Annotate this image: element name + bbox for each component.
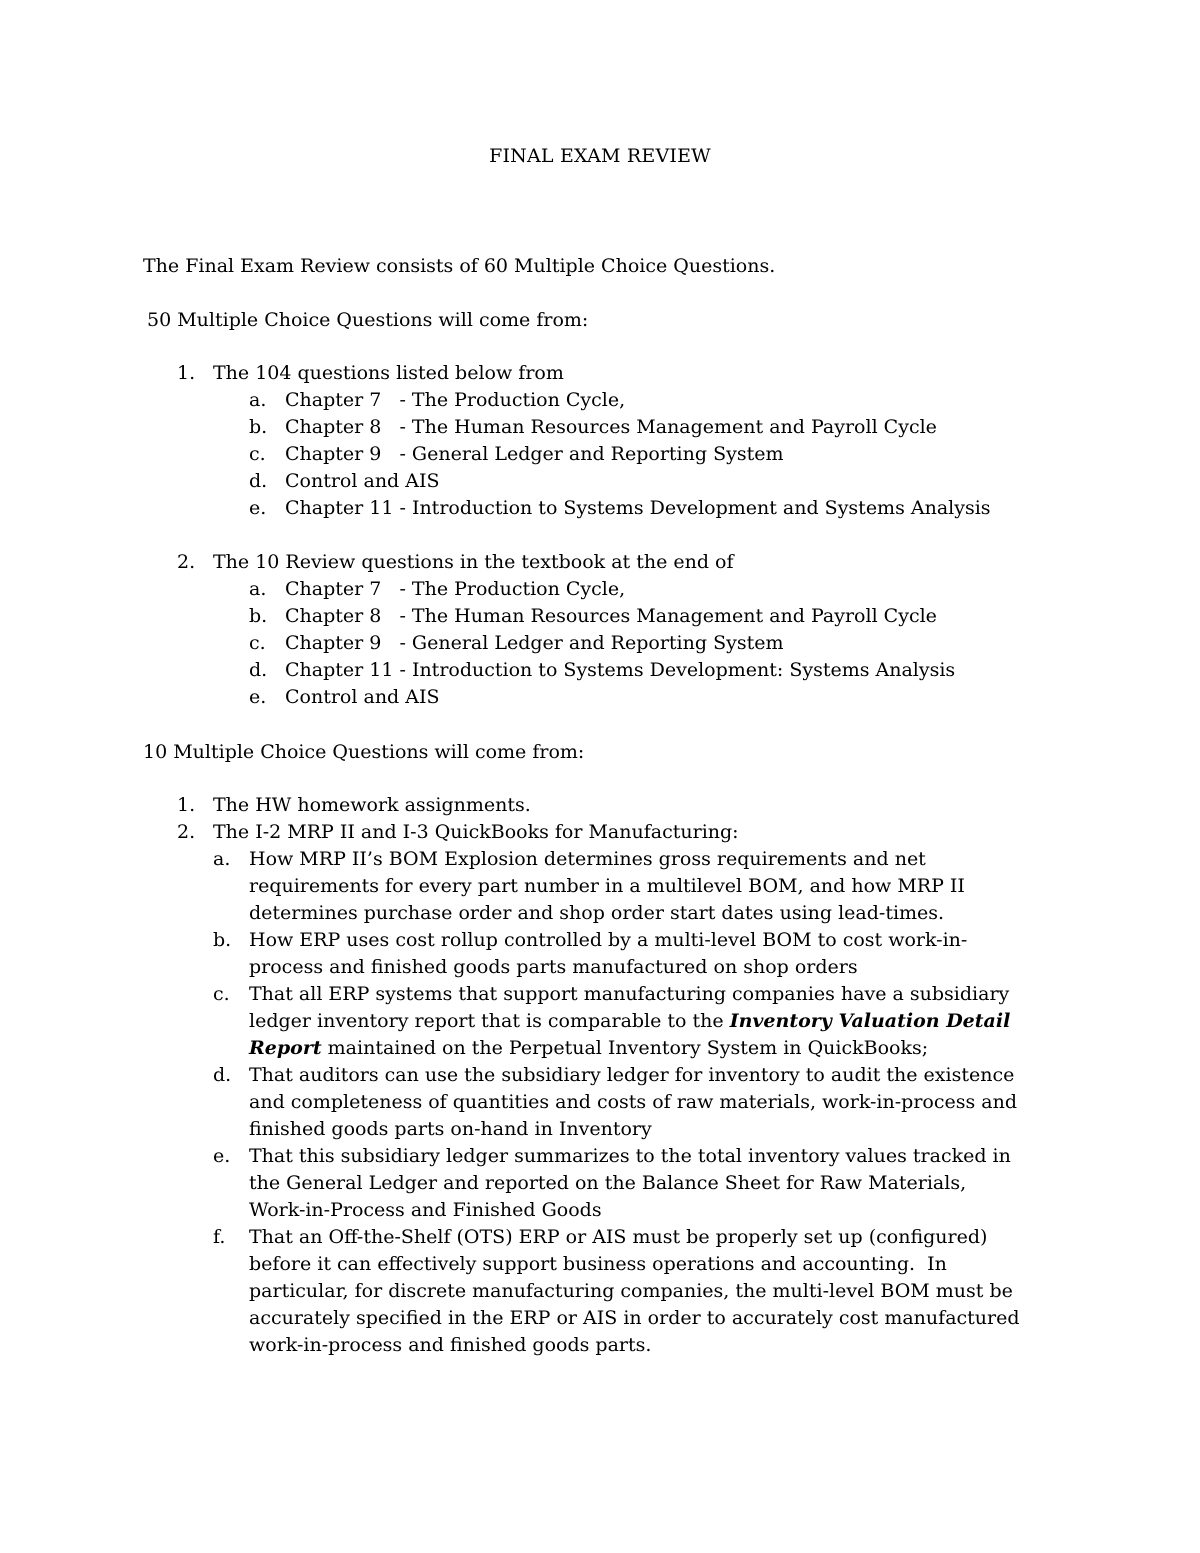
- sub-item-line: That auditors can use the subsidiary ledger for inventory to audit the existence: [249, 1064, 1015, 1086]
- report-name-emphasis: Report: [249, 1037, 322, 1059]
- sub-item-line: and completeness of quantities and costs of raw materials, work-in-process and: [249, 1091, 1017, 1113]
- sub-item-text: Chapter 8 - The Human Resources Management and Payroll Cycle: [285, 605, 937, 627]
- sub-letter: d.: [213, 1064, 232, 1086]
- sub-letter: b.: [249, 605, 268, 627]
- sub-list-item: [177, 1224, 1059, 1359]
- sub-item-text: Chapter 9 - General Ledger and Reporting System: [285, 443, 784, 465]
- sub-item-line: How ERP uses cost rollup controlled by a multi-level BOM to cost work-in-: [249, 929, 968, 951]
- sub-item-line: That this subsidiary ledger summarizes to the total inventory values tracked in: [249, 1145, 1011, 1167]
- sub-item-line: work-in-process and finished goods parts.: [249, 1334, 652, 1356]
- sub-item-text: Chapter 11 - Introduction to Systems Development and Systems Analysis: [285, 497, 991, 519]
- sub-letter: d.: [249, 659, 268, 681]
- sub-item-line: That an Off-the-Shelf (OTS) ERP or AIS must be properly set up (configured): [249, 1226, 988, 1248]
- sub-item-text: ledger inventory report that is comparable to the: [249, 1010, 730, 1032]
- sub-item-line: How MRP II’s BOM Explosion determines gross requirements and net: [249, 848, 926, 870]
- sub-item-line: the General Ledger and reported on the Balance Sheet for Raw Materials,: [249, 1172, 967, 1194]
- sub-letter: b.: [249, 416, 268, 438]
- list-number: 2.: [177, 821, 196, 843]
- sub-item-line: particular, for discrete manufacturing companies, the multi-level BOM must be: [249, 1280, 1013, 1302]
- sub-item-text: Control and AIS: [285, 686, 440, 708]
- sub-letter: c.: [249, 632, 266, 654]
- sub-letter: f.: [213, 1226, 226, 1248]
- sub-letter: e.: [249, 497, 267, 519]
- sub-item-line: before it can effectively support business operations and accounting. In: [249, 1253, 947, 1275]
- list-item: [177, 792, 1059, 819]
- list-number: 1.: [177, 794, 196, 816]
- report-name-emphasis: Inventory Valuation Detail: [729, 1010, 1011, 1032]
- sub-item-text: Chapter 9 - General Ledger and Reporting System: [285, 632, 784, 654]
- sub-list-item: [177, 927, 1059, 981]
- sub-letter: c.: [213, 983, 230, 1005]
- sub-list-item: [177, 981, 1059, 1062]
- sub-letter: c.: [249, 443, 266, 465]
- section-1-heading: 50 Multiple Choice Questions will come from:: [147, 309, 589, 331]
- sub-letter: b.: [213, 929, 232, 951]
- sub-list-item: [177, 1143, 1059, 1224]
- list-item-text: The I-2 MRP II and I-3 QuickBooks for Manufacturing:: [213, 821, 739, 843]
- sub-item-text: maintained on the Perpetual Inventory System in QuickBooks;: [321, 1037, 929, 1059]
- list-item-text: The 10 Review questions in the textbook at the end of: [213, 551, 734, 573]
- sub-item-line: finished goods parts on-hand in Inventory: [249, 1118, 652, 1140]
- sub-letter: a.: [249, 578, 267, 600]
- sub-item-line: That all ERP systems that support manufacturing companies have a subsidiary: [249, 983, 1010, 1005]
- sub-letter: e.: [213, 1145, 231, 1167]
- list-item-text: The 104 questions listed below from: [213, 362, 564, 384]
- sub-item-line: determines purchase order and shop order start dates using lead-times.: [249, 902, 945, 924]
- document-title: FINAL EXAM REVIEW: [489, 145, 711, 167]
- list-number: 1.: [177, 362, 196, 384]
- section-2-heading: 10 Multiple Choice Questions will come from:: [143, 741, 585, 763]
- sub-item-text: Chapter 7 - The Production Cycle,: [285, 389, 626, 411]
- sub-list-item: [177, 1062, 1059, 1143]
- sub-letter: a.: [249, 389, 267, 411]
- sub-item-text: Control and AIS: [285, 470, 440, 492]
- sub-letter: e.: [249, 686, 267, 708]
- intro-paragraph: The Final Exam Review consists of 60 Multiple Choice Questions.: [143, 255, 776, 277]
- list-number: 2.: [177, 551, 196, 573]
- sub-letter: d.: [249, 470, 268, 492]
- sub-list-item: [177, 846, 1059, 927]
- sub-item-text: Chapter 8 - The Human Resources Management and Payroll Cycle: [285, 416, 937, 438]
- sub-item-line: requirements for every part number in a multilevel BOM, and how MRP II: [249, 875, 965, 897]
- list-item: [177, 819, 1059, 846]
- sub-item-line: Work-in-Process and Finished Goods: [249, 1199, 602, 1221]
- sub-item-line: accurately specified in the ERP or AIS in order to accurately cost manufactured: [249, 1307, 1020, 1329]
- section-2-list: [177, 792, 1059, 1359]
- sub-letter: a.: [213, 848, 231, 870]
- list-item-text: The HW homework assignments.: [213, 794, 531, 816]
- sub-item-text: Chapter 11 - Introduction to Systems Development: Systems Analysis: [285, 659, 956, 681]
- sub-item-line: process and finished goods parts manufactured on shop orders: [249, 956, 858, 978]
- sub-item-text: Chapter 7 - The Production Cycle,: [285, 578, 626, 600]
- sub-item-line: [249, 1008, 1059, 1035]
- sub-item-line: [249, 1035, 1059, 1062]
